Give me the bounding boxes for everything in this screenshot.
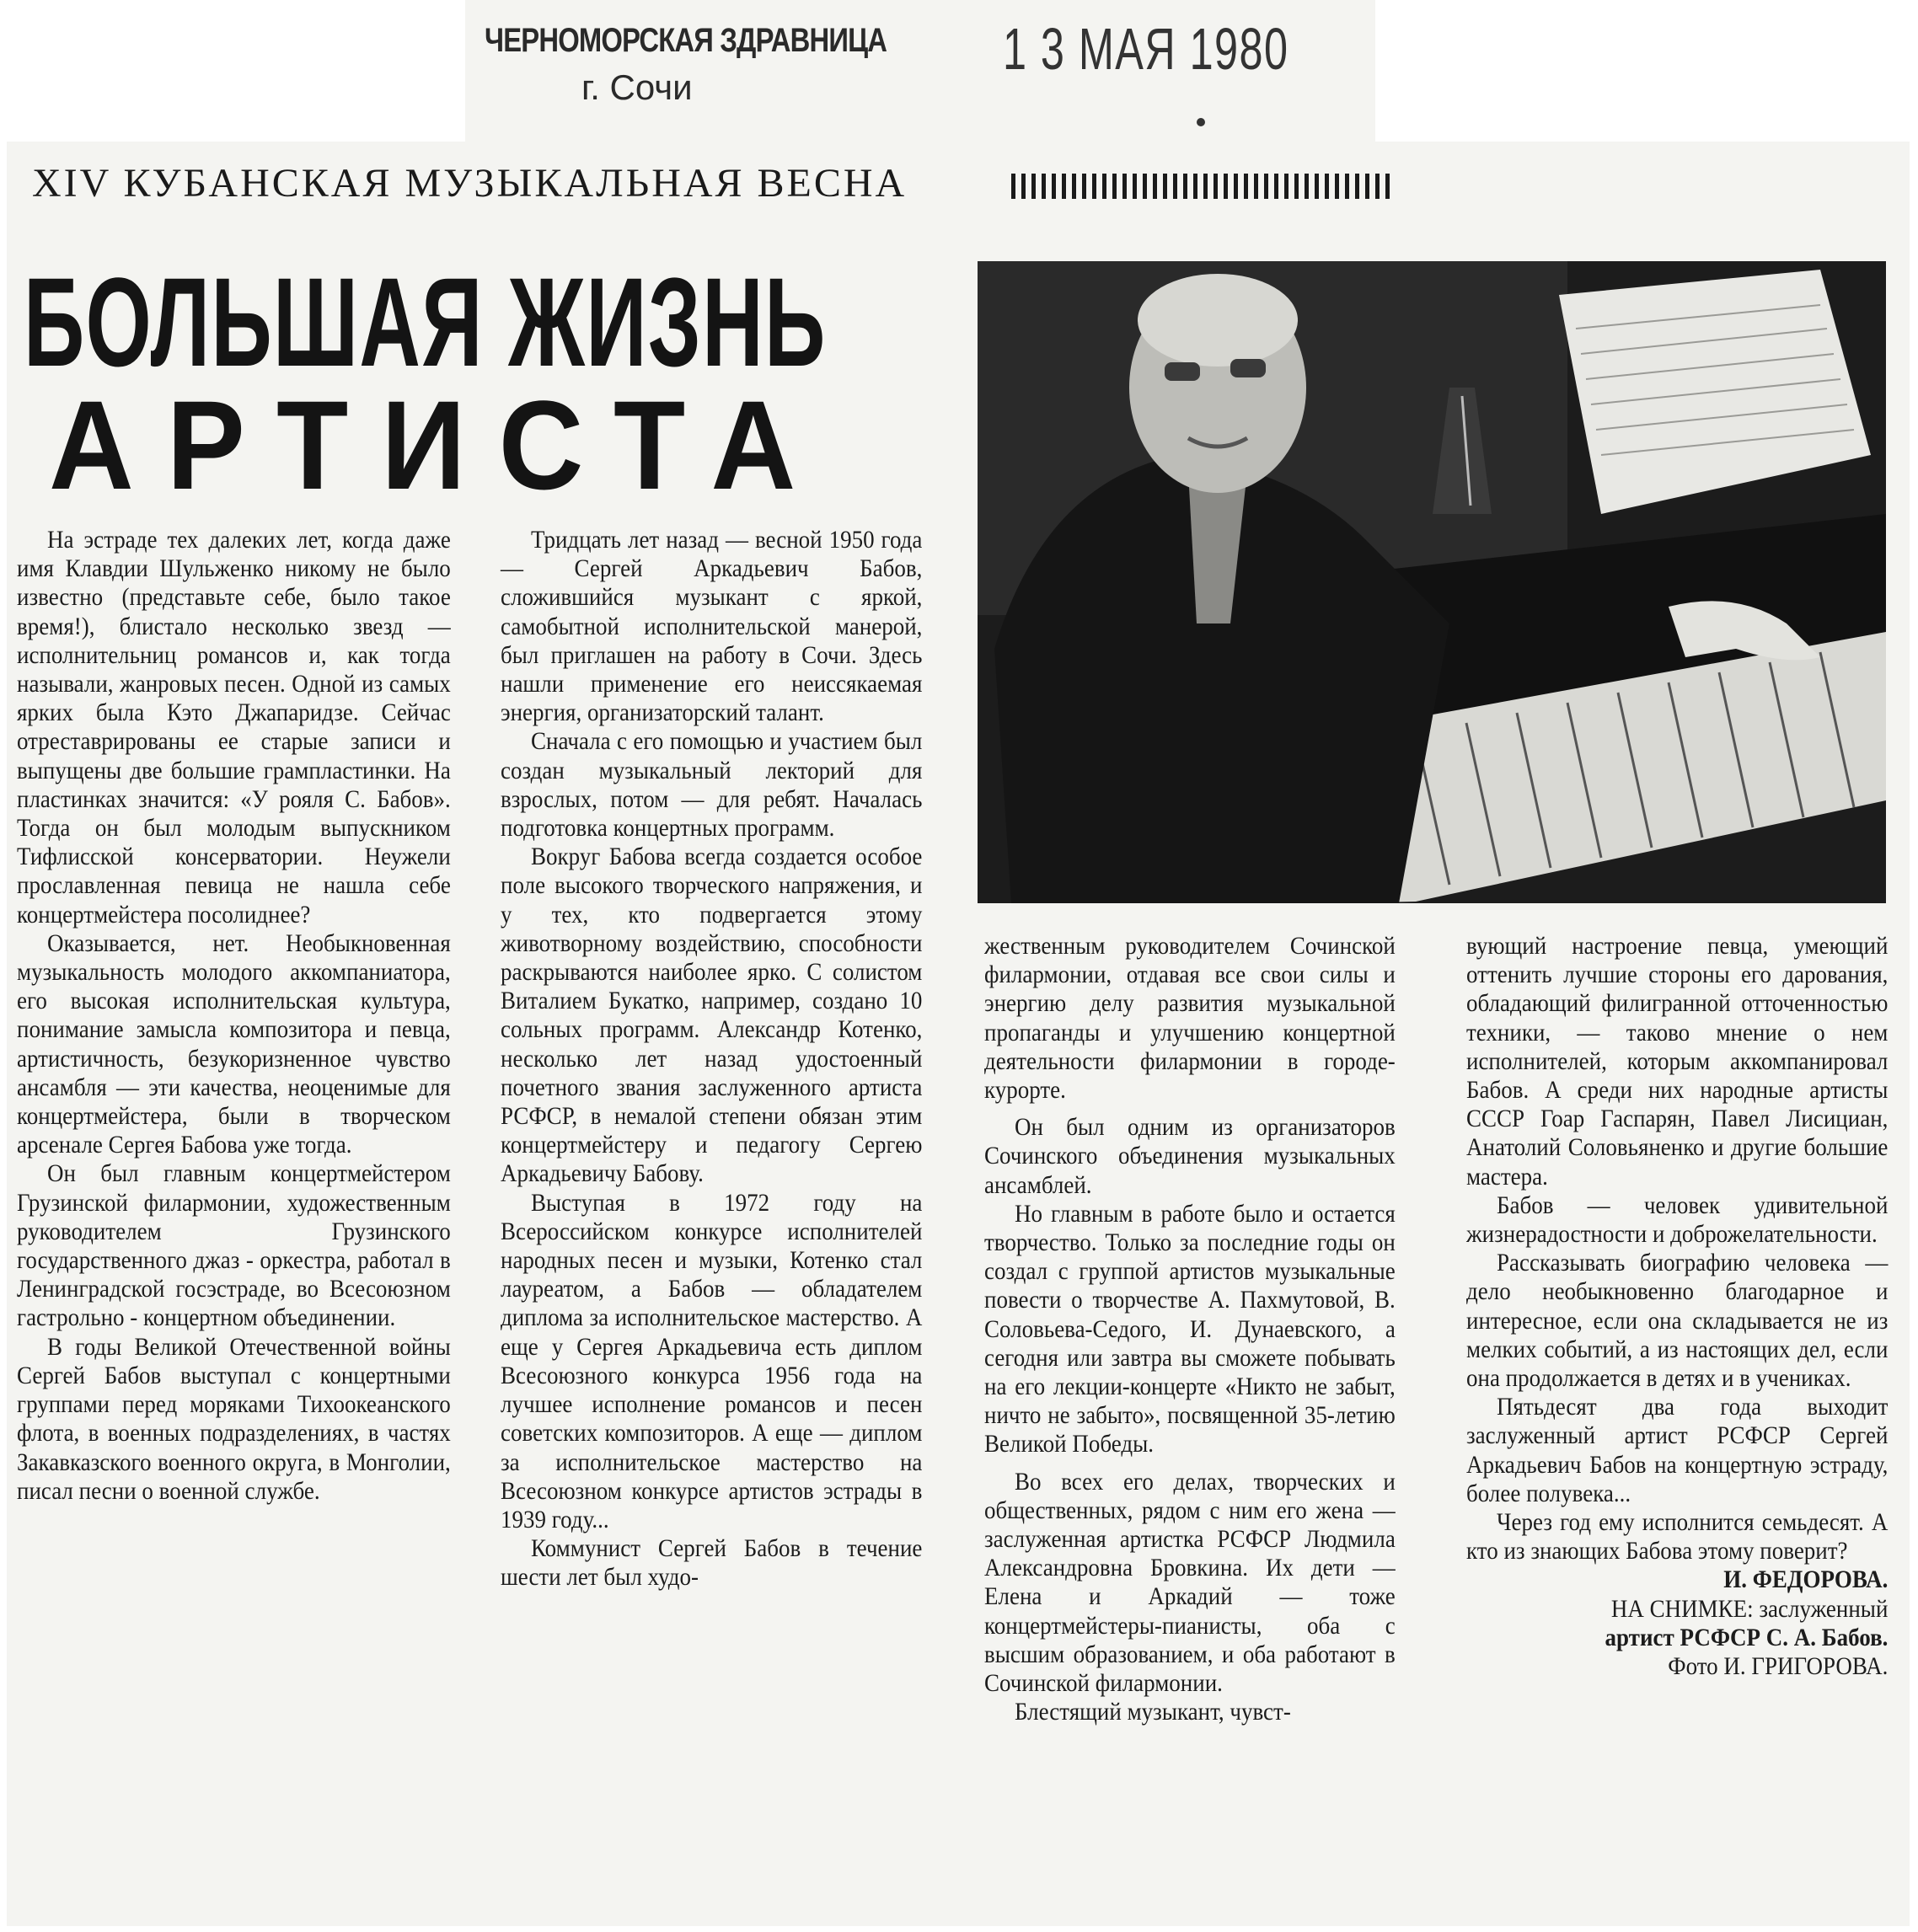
photo-illustration — [978, 261, 1886, 903]
paragraph: жественным руководителем Сочинской филармонии, отдавая все свои силы и энергию делу развития музыкальной пропаганды и улучшению концертной деятельности филармонии в городе-курорте. — [984, 932, 1396, 1105]
author-signature: И. ФЕДОРОВА. — [1723, 1565, 1889, 1594]
stamp-city: г. Сочи — [581, 67, 693, 107]
paragraph: Он был главным концертмейстером Грузинской филармонии, художественным руководителем Грузинского государственного джаз - оркестра, работал в Ленинградской госэстраде, во Всесоюзном гастрольно - концертном объединении. — [17, 1159, 451, 1332]
photo-credit: Фото И. ГРИГОРОВА. — [1668, 1652, 1889, 1681]
paragraph: Сначала с его помощью и участием был создан музыкальный лекторий для взрослых, потом — для ребят. Началась подготовка концертных программ. — [501, 727, 923, 843]
paragraph: Блестящий музыкант, чувст- — [1015, 1698, 1291, 1726]
stamp-date: 1 3 МАЯ 1980 — [1003, 16, 1289, 82]
rubric-hatch-decoration — [1011, 174, 1396, 199]
photo-caption-line-2: артист РСФСР С. А. Бабов. — [1605, 1623, 1889, 1651]
ink-dot — [1197, 118, 1205, 126]
paragraph: Он был одним из организаторов Сочинского объединения музыкальных ансамблей. — [984, 1113, 1396, 1199]
paragraph: В годы Великой Отечественной войны Сергей Бабов выступал с концертными группами перед моряками Тихоокеанского флота, в военных подразделениях, в частях Закавказского военного округа, в Монголии, писал песни о военной службе. — [17, 1332, 451, 1505]
paragraph: Тридцать лет назад — весной 1950 года — Сергей Аркадьевич Бабов, сложившийся музыкант с яркой, самобытной исполнительской манерой, был приглашен на работу в Сочи. Здесь нашли применение его неиссякаемая энергия, организаторский талант. — [501, 526, 923, 727]
paragraph: Но главным в работе было и остается творчество. Только за последние годы он создал с группой артистов музыкальные повести о творчестве А. Пахмутовой, В. Соловьева-Седого, И. Дунаевского, а сегодня или завтра вы сможете побывать на его лекции-концерте «Никто не забыт, ничто не забыто», посвященной 35-летию Великой Победы. — [984, 1199, 1396, 1458]
paragraph: вующий настроение певца, умеющий оттенить лучшие стороны его дарования, обладающий филигранной отточенностью техники, — таково мнение о нем исполнителей, которым аккомпанировал Бабов. А среди них народные артисты СССР Гоар Гаспарян, Павел Лисициан, Анатолий Соловьяненко и другие большие мастера. — [1466, 932, 1889, 1191]
newspaper-stamp: ЧЕРНОМОРСКАЯ ЗДРАВНИЦА — [485, 22, 887, 59]
paragraph: Бабов — человек удивительной жизнерадостности и доброжелательности. — [1466, 1191, 1889, 1249]
paragraph: Во всех его делах, творческих и общественных, рядом с ним его жена — заслуженная артистка РСФСР Людмила Александровна Бровкина. Их дети — Елена и Аркадий — тоже концертмейстеры-пианисты, оба с высшим образованием, и оба работают в Сочинской филармонии. — [984, 1467, 1396, 1698]
headline-line-1: БОЛЬШАЯ ЖИЗНЬ — [24, 251, 827, 393]
photo-caption-line-1: НА СНИМКЕ: заслуженный — [1610, 1594, 1889, 1623]
article-column-4 — [1466, 932, 1888, 1681]
paragraph: Рассказывать биографию человека — дело необыкновенно благодарное и интересное, если она складывается не из мелких событий, а из настоящих дел, если она продолжается в детях и в учениках. — [1466, 1249, 1889, 1393]
article-column-2 — [501, 526, 922, 1592]
paragraph: Коммунист Сергей Бабов в течение шести лет был худо- — [501, 1534, 923, 1592]
paragraph: Вокруг Бабова всегда создается особое поле высокого творческого напряжения, и у тех, кто подвергается этому животворному воздействию, способности раскрываются наиболее ярко. С солистом Виталием Букатко, например, создано 10 сольных программ. Александр Котенко, несколько лет назад удостоенный почетного звания заслуженного артиста РСФСР, в немалой степени обязан этим концертмейстеру и педагогу Сергею Аркадьевичу Бабову. — [501, 843, 923, 1188]
paragraph: На эстраде тех далеких лет, когда даже имя Клавдии Шульженко никому не было известно (представьте себе, было такое время!), блистало несколько звезд — исполнительниц романсов и, как тогда называли, жанровых песен. Одной из самых ярких была Кэто Джапаридзе. Сейчас отреставрированы ее старые записи и выпущены две большие грампластинки. На пластинках значится: «У рояля С. Бабов». Тогда он был молодым выпускником Тифлисской консерватории. Неужели прославленная певица не нашла себе концертмейстера посолиднее? — [17, 526, 451, 929]
article-column-3 — [984, 932, 1396, 1726]
paragraph: Через год ему исполнится семьдесят. А кто из знающих Бабова этому поверит? — [1466, 1508, 1889, 1565]
photo-babov-at-piano — [978, 261, 1886, 903]
article-column-1 — [17, 526, 451, 1506]
paragraph: Пятьдесят два года выходит заслуженный артист РСФСР Сергей Аркадьевич Бабов на концертную эстраду, более полувека... — [1466, 1393, 1889, 1507]
headline-line-2: АРТИСТА — [49, 374, 829, 516]
paragraph: Выступая в 1972 году на Всероссийском конкурсе исполнителей народных песен и музыки, Котенко стал лауреатом, а Бабов — обладателем диплома за исполнительское мастерство. А еще у Сергея Аркадьевича есть диплом Всесоюзного конкурса 1956 года на лучшее исполнение романсов и песен советских композиторов. А еще — диплом за исполнительское мастерство на Всесоюзном конкурсе артистов эстрады в 1939 году... — [501, 1188, 923, 1533]
paragraph: Оказывается, нет. Необыкновенная музыкальность молодого аккомпаниатора, его высокая исполнительская культура, понимание замысла композитора и певца, артистичность, безукоризненное чувство ансамбля — эти качества, неоценимые для концертмейстера, были в творческом арсенале Сергея Бабова уже тогда. — [17, 929, 451, 1159]
rubric-heading: XIV КУБАНСКАЯ МУЗЫКАЛЬНАЯ ВЕСНА — [32, 161, 908, 206]
